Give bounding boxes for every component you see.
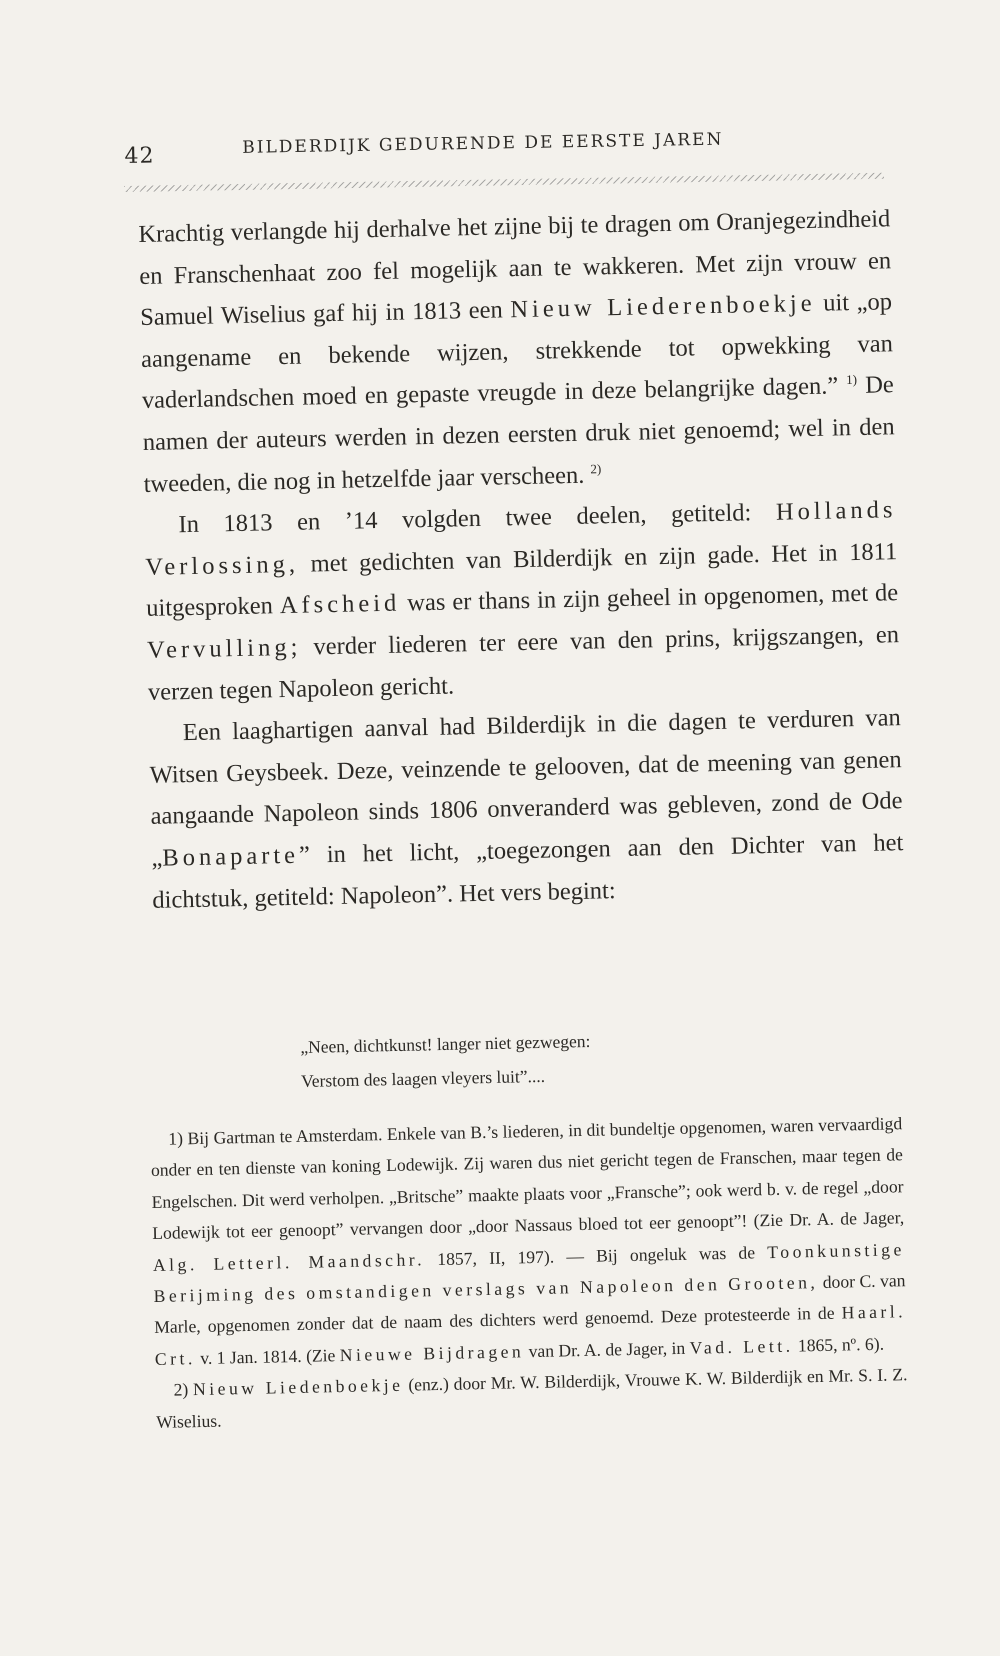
spaced-title: Bonaparte	[162, 841, 300, 872]
paragraph: Een laaghartigen aanval had Bilderdijk in die dagen te verduren van Witsen Geysbeek. Deze, veinzende te gelooven, dat de meening van genen aangaande Napoleon sinds 1806 onveranderd was gebleven, zond de Ode „Bonaparte” in het licht, „toegezongen aan den Dichter van het dichtstuk, getiteld: Napoleon”. Het vers begint:	[149, 704, 904, 914]
body-text	[138, 198, 905, 921]
spaced-title: Vad. Lett.	[689, 1335, 794, 1358]
page-number: 42	[124, 143, 155, 169]
footnotes	[150, 1108, 908, 1438]
spaced-title: Vervulling;	[146, 633, 302, 664]
spaced-title: Toonkunstige Berijming des omstandigen verslags van Napoleon den Grooten,	[153, 1238, 905, 1306]
spaced-title: Hollands Verlossing,	[145, 496, 897, 581]
verse-line: „Neen, dichtkunst! langer niet gezwegen:	[300, 1030, 591, 1057]
spaced-title: Afscheid	[279, 589, 401, 620]
footnote-2: 2) Nieuw Liedenboekje (enz.) door Mr. W. Bilderdijk, Vrouwe K. W. Bilderdijk en Mr. S. I. Z. Wiselius.	[156, 1364, 908, 1432]
footnote-1: 1) Bij Gartman te Amsterdam. Enkele van B.’s liederen, in dit bundeltje opgenomen, waren vervaardigd onder en ten dienste van koning Lodewijk. Zij waren dus niet gericht tegen de Franschen, maar tegen de Engelschen. Dit werd verholpen. „Britsche” maakte plaats voor „Fransche”; ook werd b. v. de regel „door Lodewijk tot eer genoopt” vervangen door „door Nassaus bloed tot eer genoopt”! (Zie Dr. A. de Jager, Alg. Letterl. Maandschr. 1857, II, 197). — Bij ongeluk was de Toonkunstige Berijming des omstandigen verslags van Napoleon den Grooten, door C. van Marle, opgenomen zonder dat de naam des dichters werd genoemd. Deze protesteerde in de Haarl. Crt. v. 1 Jan. 1814. (Zie Nieuwe Bijdragen van Dr. A. de Jager, in Vad. Lett. 1865, nº. 6).	[150, 1113, 907, 1369]
spaced-title: Haarl. Crt.	[154, 1301, 907, 1369]
running-head: BILDERDIJK GEDURENDE DE EERSTE JAREN	[242, 129, 724, 158]
footnote-ref: 1)	[846, 372, 858, 388]
verse-quote	[300, 1020, 801, 1098]
spaced-title: Nieuw Liedenboekje	[192, 1375, 404, 1400]
page-header	[124, 117, 885, 174]
spaced-title: Nieuw Liederenboekje	[510, 290, 816, 324]
spaced-title: Nieuwe Bijdragen	[339, 1341, 525, 1365]
paragraph: In 1813 en ’14 volgden twee deelen, getiteld: Hollands Verlossing, met gedichten van Bilderdijk en zijn gade. Het in 1811 uitgesproken Afscheid was er thans in zijn geheel in opgenomen, met de Vervulling; verder liederen ter eere van den prins, krijgszangen, en verzen tegen Napoleon gericht.	[145, 496, 900, 706]
spaced-title: Alg. Letterl. Maandschr.	[152, 1248, 426, 1275]
verse-line: Verstom des laagen vleyers luit”....	[300, 1065, 546, 1091]
header-rule	[124, 173, 884, 192]
footnote-ref: 2)	[590, 460, 602, 476]
paragraph: Krachtig verlangde hij derhalve het zijne bij te dragen om Oranjegezindheid en Franschenhaat zoo fel mogelijk aan te wakkeren. Met zijn vrouw en Samuel Wiselius gaf hij in 1813 een Nieuw Liederenboekje uit „op aangename en bekende wijzen, strekkende tot opwekking van vaderlandschen moed en gepaste vreugde in deze belangrijke dagen.” $^{1)}$ De namen der auteurs werden in dezen eersten druk niet genoemd; wel in den tweeden, die nog in hetzelfde jaar verscheen. $^{2)}$	[138, 205, 895, 498]
